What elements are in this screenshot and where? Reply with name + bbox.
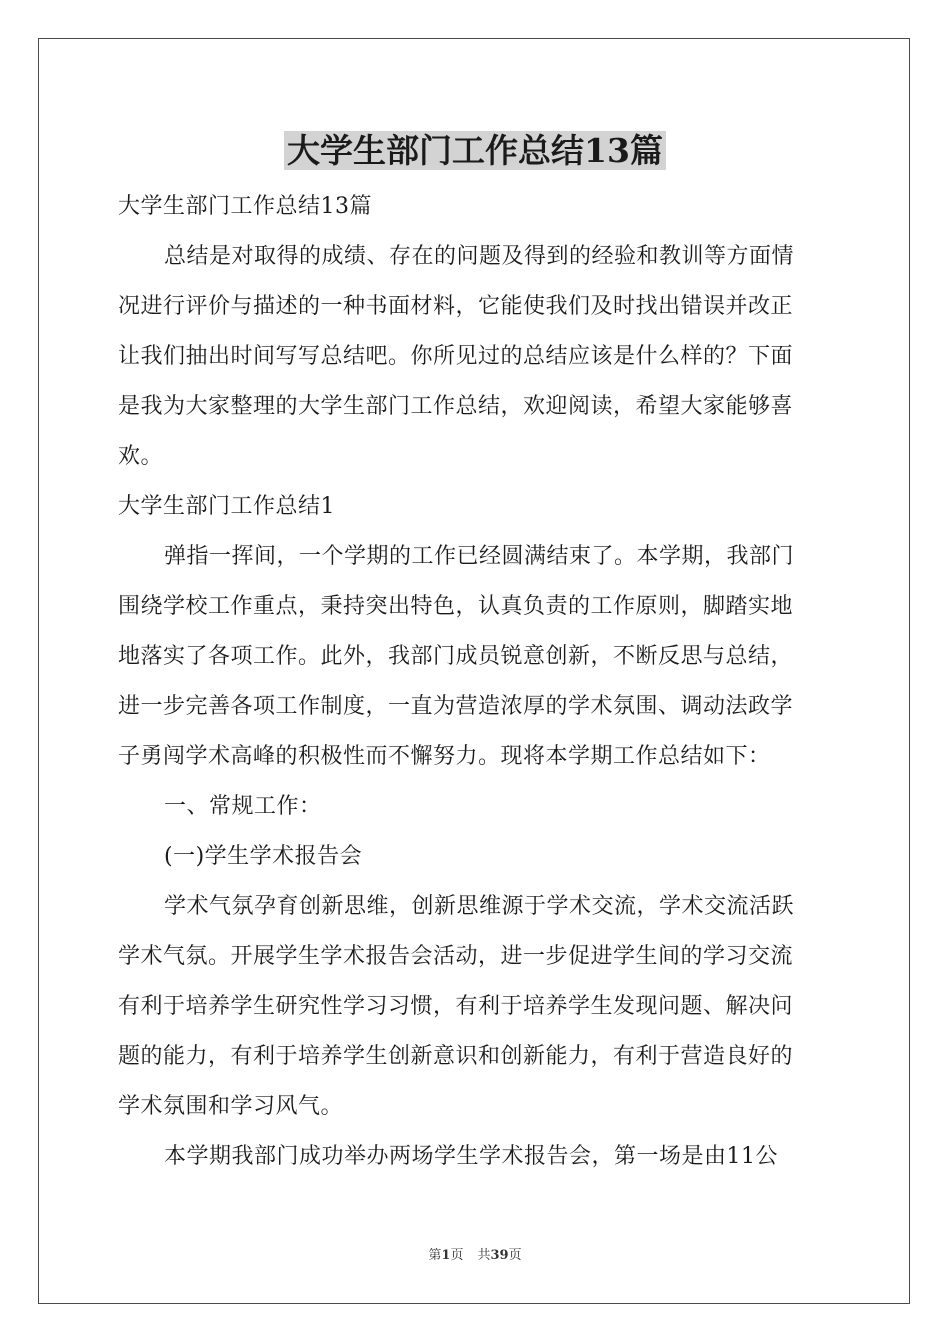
text-line: 大学生部门工作总结13篇 (118, 194, 372, 219)
page-label-prefix: 第 (428, 1248, 442, 1263)
page-label-suffix: 页 (450, 1248, 464, 1263)
text-line: 围绕学校工作重点，秉持突出特色，认真负责的工作原则，脚踏实地 (118, 594, 794, 619)
text-line: 总结是对取得的成绩、存在的问题及得到的经验和教训等方面情 (164, 244, 795, 269)
text-line: 况进行评价与描述的一种书面材料，它能使我们及时找出错误并改正 (118, 294, 794, 319)
text-line: 子勇闯学术高峰的积极性而不懈努力。现将本学期工作总结如下： (118, 744, 771, 769)
text-line: 让我们抽出时间写写总结吧。你所见过的总结应该是什么样的？下面 (118, 344, 794, 369)
text-line: 一、常规工作： (164, 794, 322, 819)
document-body (118, 182, 834, 1182)
total-pages: 39 (490, 1248, 509, 1263)
page-footer (0, 1247, 950, 1265)
text-line: 学术氛围和学习风气。 (118, 1094, 344, 1119)
text-line: 地落实了各项工作。此外，我部门成员锐意创新，不断反思与总结， (118, 644, 794, 669)
text-line: 学术气氛孕育创新思维，创新思维源于学术交流，学术交流活跃 (164, 894, 795, 919)
text-line: 大学生部门工作总结1 (118, 494, 335, 519)
page-number: 1 (441, 1248, 451, 1263)
text-line: 有利于培养学生研究性学习习惯，有利于培养学生发现问题、解决问 (118, 994, 794, 1019)
text-line: (一)学生学术报告会 (164, 844, 363, 869)
text-line: 是我为大家整理的大学生部门工作总结，欢迎阅读，希望大家能够喜 (118, 394, 794, 419)
text-line: 学术气氛。开展学生学术报告会活动，进一步促进学生间的学习交流 (118, 944, 794, 969)
total-label-prefix: 共 (477, 1248, 491, 1263)
text-line: 题的能力，有利于培养学生创新意识和创新能力，有利于营造良好的 (118, 1044, 794, 1069)
document-title (0, 126, 950, 176)
text-line: 欢。 (118, 444, 164, 469)
text-line: 弹指一挥间，一个学期的工作已经圆满结束了。本学期，我部门 (164, 544, 795, 569)
total-label-suffix: 页 (508, 1248, 522, 1263)
text-line: 进一步完善各项工作制度，一直为营造浓厚的学术氛围、调动法政学 (118, 694, 794, 719)
document-title-text: 大学生部门工作总结13篇 (284, 131, 666, 170)
text-line: 本学期我部门成功举办两场学生学术报告会，第一场是由11公 (164, 1144, 778, 1169)
